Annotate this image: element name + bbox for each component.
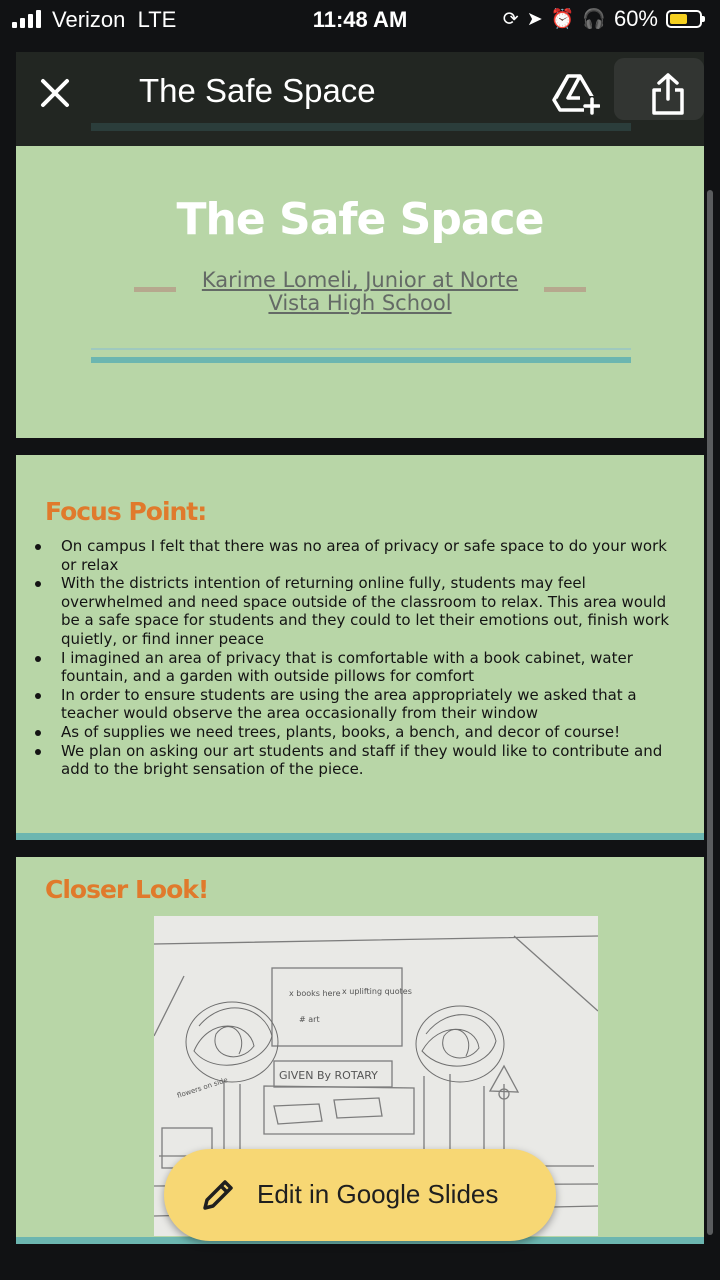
close-icon[interactable] [38,76,72,110]
slide-heading: Focus Point: [45,497,207,526]
divider-thin [91,348,631,350]
document-title: The Safe Space [139,72,376,109]
list-item: With the districts intention of returning online fully, students may feel overwhelmed and need space outside of the classroom to relax. This area would be a safe space for students and they could to let their emotions out, finish work quietly, or find inner peace [32,574,682,648]
decor-dash-right [544,287,586,292]
battery-percent: 60% [613,6,658,31]
network-label: LTE [137,7,177,32]
rotation-lock-icon: ⟳ [502,8,519,30]
slide-title: The Safe Space [176,194,544,245]
location-icon: ➤ [526,8,543,30]
sketch-sign-text: GIVEN By ROTARY [279,1069,378,1082]
sketch-note: flowers on side [176,1075,229,1100]
slide-top-bar [91,123,631,131]
slide-1[interactable] [16,146,704,438]
clock: 11:48 AM [312,7,408,32]
list-item: On campus I felt that there was no area of privacy or safe space to do your work or relax [32,537,682,574]
pencil-icon [199,1176,237,1214]
bullet-list [32,537,682,779]
decor-dash-left [134,287,176,292]
carrier-label: Verizon LTE [52,7,177,32]
list-item: In order to ensure students are using the area appropriately we asked that a teacher would observe the area occasionally from their window [32,686,682,723]
sketch-note: x books here [289,989,341,998]
edit-in-google-slides-button[interactable] [164,1149,556,1241]
divider-thick [91,357,631,363]
sketch-note: x uplifting quotes [342,987,412,996]
share-icon[interactable] [648,72,688,116]
sketch-note: # art [299,1015,320,1024]
top-app-bar [16,52,704,146]
slide-bottom-bar [16,833,704,840]
slide-subtitle-link[interactable]: Karime Lomeli, Junior at Norte Vista High School [201,268,519,315]
alarm-icon: ⏰ [550,9,575,30]
status-bar [0,0,720,40]
list-item: We plan on asking our art students and staff if they would like to contribute and add to the bright sensation of the piece. [32,742,682,779]
scrollbar[interactable] [707,190,713,1235]
list-item: I imagined an area of privacy that is comfortable with a book cabinet, water fountain, and a garden with outside pillows for comfort [32,649,682,686]
slide-2[interactable] [16,455,704,840]
add-to-drive-icon[interactable] [552,72,600,116]
edit-button-label: Edit in Google Slides [257,1179,499,1209]
slide-heading: Closer Look! [45,875,209,904]
battery-icon [666,10,702,28]
list-item: As of supplies we need trees, plants, books, a bench, and decor of course! [32,723,682,742]
headphones-icon: 🎧 [582,9,606,30]
